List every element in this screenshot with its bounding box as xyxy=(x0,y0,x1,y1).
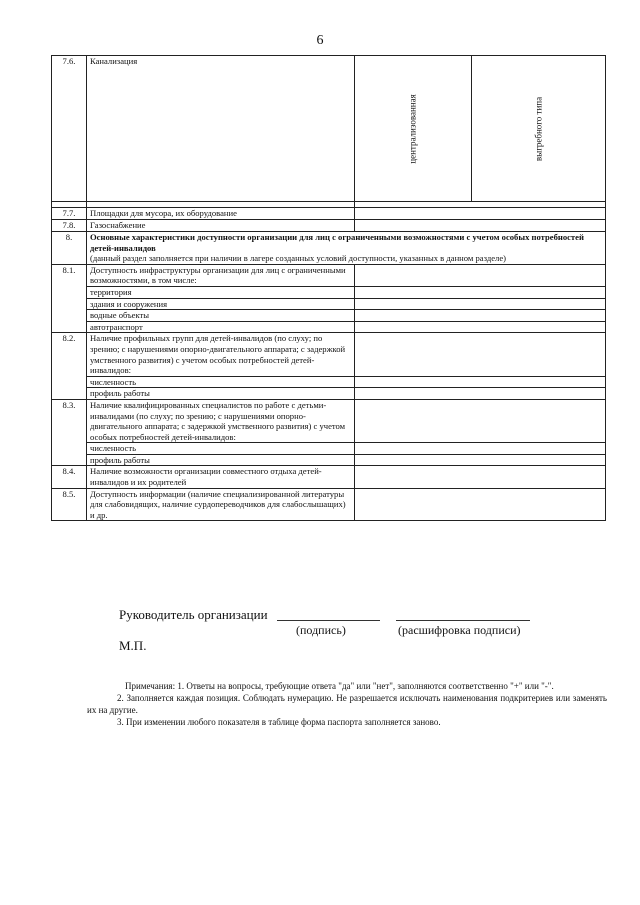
row-8-4 xyxy=(52,466,606,488)
notes xyxy=(87,680,607,728)
row-8 xyxy=(52,232,606,265)
sub-row xyxy=(52,298,606,310)
sewerage-cesspool-cell xyxy=(472,56,606,202)
row-number: 8.5. xyxy=(52,488,87,521)
sub-label: численность xyxy=(87,376,355,388)
row-number: 8.2. xyxy=(52,333,87,400)
row-number: 7.6. xyxy=(52,56,87,202)
row-7-8 xyxy=(52,220,606,232)
section-8-title: Основные характеристики доступности организации для лиц с ограниченными возможностями с учетом особых потребностей детей-инвалидов xyxy=(90,232,584,253)
value-cell xyxy=(355,298,606,310)
row-number: 8. xyxy=(52,232,87,265)
row-number: 8.4. xyxy=(52,466,87,488)
signature-label: Руководитель организации xyxy=(119,607,268,622)
row-label: Площадки для мусора, их оборудование xyxy=(87,208,355,220)
row-label: Доступность инфраструктуры организации для лиц с ограниченными возможностями, в том числе: xyxy=(87,264,355,286)
value-cell xyxy=(355,286,606,298)
row-7-6 xyxy=(52,56,606,202)
page-number: 6 xyxy=(316,33,324,48)
sub-label: водные объекты xyxy=(87,310,355,322)
section-8-header xyxy=(87,232,606,265)
sub-row xyxy=(52,310,606,322)
sub-row xyxy=(52,321,606,333)
sewerage-cesspool-label: выгребного типа xyxy=(533,96,544,161)
row-label: Наличие квалифицированных специалистов по работе с детьми-инвалидами (по слуху; по зрению; с нарушениями опорно-двигательного аппарата; с задержкой умственного развития) с учетом особых потребностей детей-инвалидов: xyxy=(87,399,355,442)
signature-caption: (подпись) xyxy=(296,623,346,637)
note-2: 2. Заполняется каждая позиция. Соблюдать нумерацию. Не разрешается исключать наименования подкритериев или заменять их на другие. xyxy=(87,693,607,715)
value-cell xyxy=(355,321,606,333)
signature-decode-line xyxy=(396,620,530,621)
value-cell xyxy=(355,488,606,521)
row-number: 8.3. xyxy=(52,399,87,466)
row-8-3 xyxy=(52,399,606,442)
note-1: Примечания: 1. Ответы на вопросы, требующие ответа "да" или "нет", заполняются соответственно "+" или "-". xyxy=(125,681,554,691)
value-cell xyxy=(355,376,606,388)
row-8-5 xyxy=(52,488,606,521)
value-cell xyxy=(355,443,606,455)
value-cell xyxy=(355,333,606,376)
row-7-7 xyxy=(52,208,606,220)
value-cell xyxy=(355,399,606,442)
row-label: Газоснабжение xyxy=(87,220,355,232)
sub-row xyxy=(52,443,606,455)
row-8-1 xyxy=(52,264,606,286)
sub-label: профиль работы xyxy=(87,454,355,466)
row-number: 7.7. xyxy=(52,208,87,220)
sewerage-centralized-cell xyxy=(355,56,472,202)
stamp-placeholder: М.П. xyxy=(119,638,147,653)
row-label: Наличие профильных групп для детей-инвалидов (по слуху; по зрению; с нарушениями опорно-двигательного аппарата; с задержкой умственного развития) с учетом особых потребностей детей-инвалидов: xyxy=(87,333,355,376)
sub-label: автотранспорт xyxy=(87,321,355,333)
row-number: 7.8. xyxy=(52,220,87,232)
signature-decode-caption: (расшифровка подписи) xyxy=(398,623,521,637)
sub-row xyxy=(52,454,606,466)
value-cell xyxy=(355,208,606,220)
value-cell xyxy=(355,264,606,286)
value-cell xyxy=(355,310,606,322)
sub-row xyxy=(52,388,606,400)
row-label: Канализация xyxy=(87,56,355,202)
sub-label: профиль работы xyxy=(87,388,355,400)
sub-label: численность xyxy=(87,443,355,455)
row-label: Доступность информации (наличие специализированной литературы для слабовидящих, наличие сурдопереводчиков для слабослышащих) и др. xyxy=(87,488,355,521)
row-label: Наличие возможности организации совместного отдыха детей-инвалидов и их родителей xyxy=(87,466,355,488)
signature-line xyxy=(277,620,380,621)
section-8-note: (данный раздел заполняется при наличии в лагере созданных условий доступности, указанных в данном разделе) xyxy=(90,253,506,264)
value-cell xyxy=(355,454,606,466)
row-8-2 xyxy=(52,333,606,376)
value-cell xyxy=(355,388,606,400)
value-cell xyxy=(355,466,606,488)
sub-row xyxy=(52,286,606,298)
passport-table xyxy=(51,55,606,521)
sub-label: здания и сооружения xyxy=(87,298,355,310)
row-number: 8.1. xyxy=(52,264,87,333)
sub-row xyxy=(52,376,606,388)
sewerage-centralized-label: централизованная xyxy=(407,93,418,164)
sub-label: территория xyxy=(87,286,355,298)
value-cell xyxy=(355,220,606,232)
note-3: 3. При изменении любого показателя в таблице форма паспорта заполняется заново. xyxy=(117,717,441,727)
